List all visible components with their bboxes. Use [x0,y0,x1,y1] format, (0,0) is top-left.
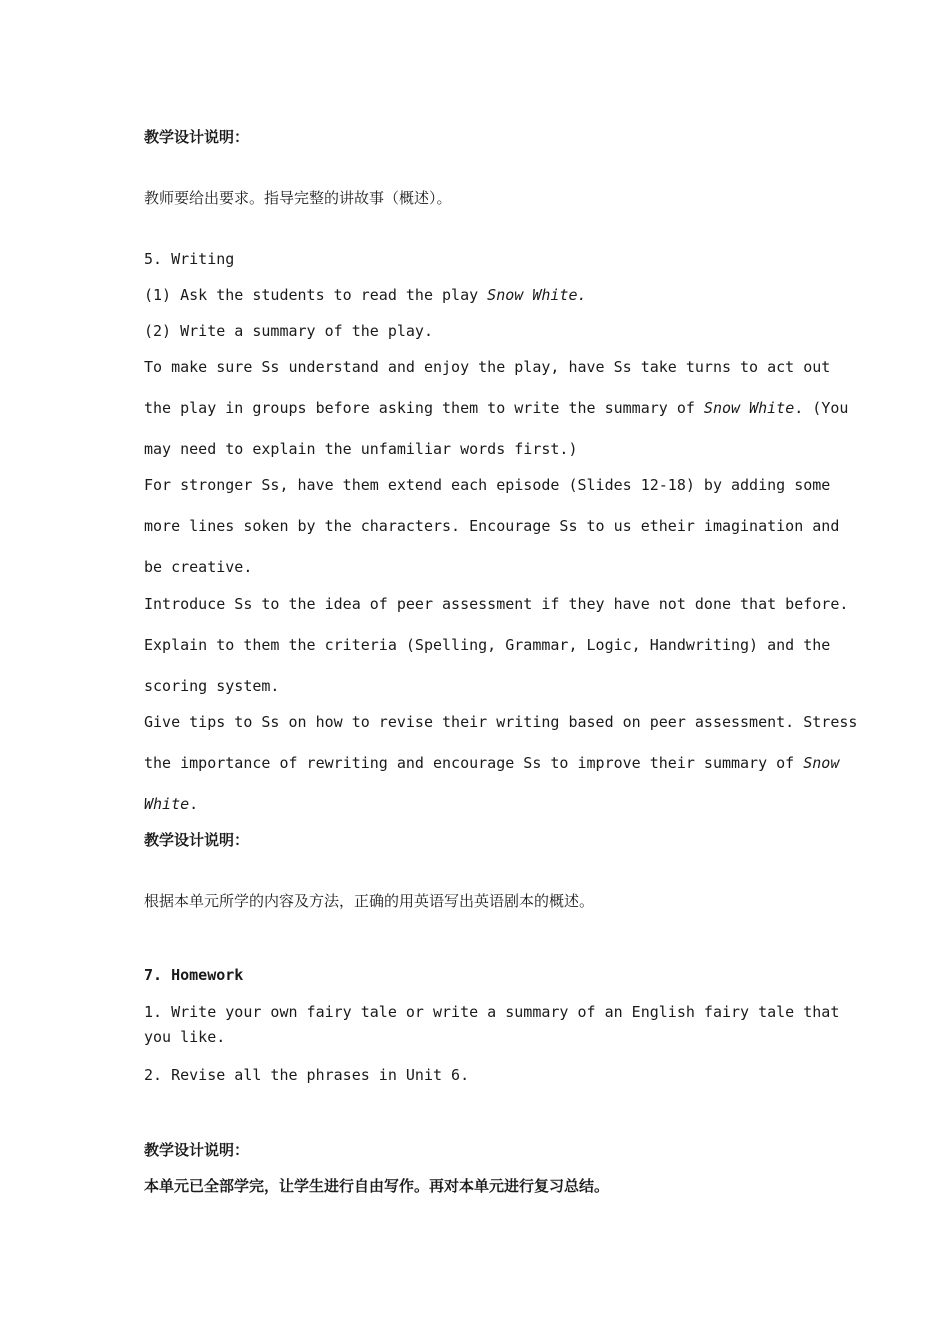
design-note-text: 本单元已全部学完，让学生进行自由写作。再对本单元进行复习总结。 [144,1177,610,1195]
paragraph-line: be creative. [144,558,253,576]
paragraph-line: the play in groups before asking them to write the summary of Snow White. (You [144,399,849,417]
paragraph-line: Explain to them the criteria (Spelling, Grammar, Logic, Handwriting) and the [144,636,831,654]
writing-item-2: (2) Write a summary of the play. [144,322,433,340]
homework-item-2: 2. Revise all the phrases in Unit 6. [144,1066,470,1084]
paragraph-line: more lines soken by the characters. Encourage Ss to us etheir imagination and [144,517,840,535]
homework-item-1-cont: you like. [144,1028,226,1046]
design-note-text: 教师要给出要求。指导完整的讲故事（概述）。 [144,189,452,207]
paragraph-line: scoring system. [144,677,280,695]
paragraph-line: White. [144,795,199,813]
writing-item-1: (1) Ask the students to read the play Snow White. [144,286,587,304]
paragraph-line: the importance of rewriting and encourage Ss to improve their summary of Snow [144,754,840,772]
design-note-heading: 教学设计说明： [144,128,250,146]
homework-item-1: 1. Write your own fairy tale or write a summary of an English fairy tale that [144,1003,840,1021]
paragraph-line: Introduce Ss to the idea of peer assessment if they have not done that before. [144,595,849,613]
design-note-heading: 教学设计说明： [144,1141,250,1159]
design-note-heading: 教学设计说明： [144,831,250,849]
paragraph-line: Give tips to Ss on how to revise their writing based on peer assessment. Stress [144,713,858,731]
design-note-text: 根据本单元所学的内容及方法，正确的用英语写出英语剧本的概述。 [144,892,595,910]
section-title-writing: 5. Writing [144,250,235,268]
paragraph-line: For stronger Ss, have them extend each episode (Slides 12-18) by adding some [144,476,831,494]
paragraph-line: may need to explain the unfamiliar words first.) [144,440,578,458]
paragraph-line: To make sure Ss understand and enjoy the play, have Ss take turns to act out [144,358,831,376]
section-title-homework: 7. Homework [144,966,244,984]
